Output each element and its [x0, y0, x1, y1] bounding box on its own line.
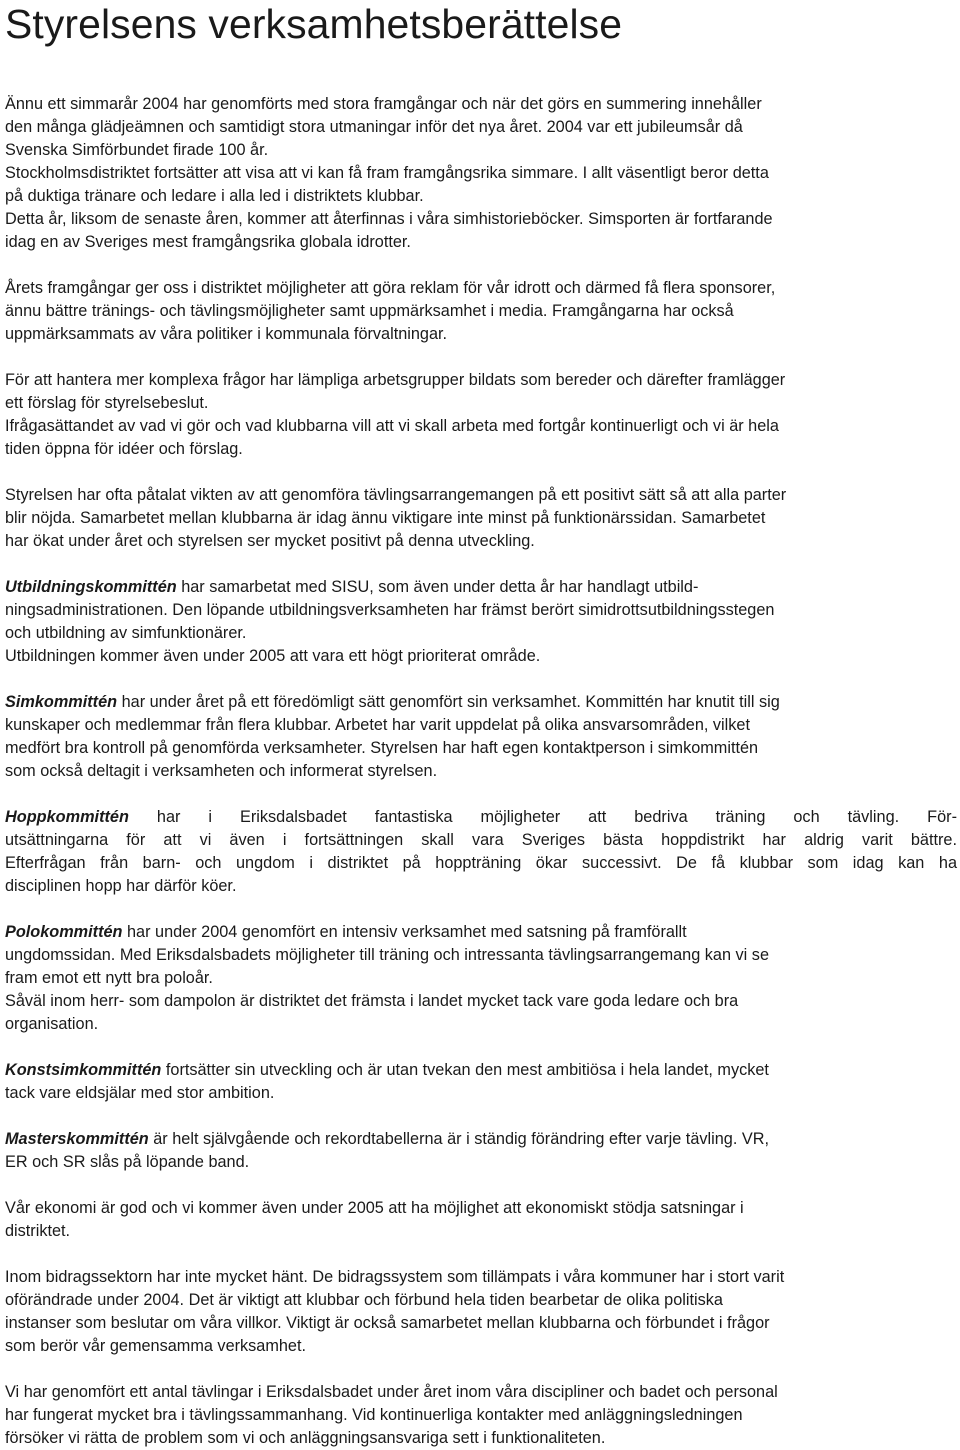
paragraph-economy	[5, 1197, 957, 1243]
text-line: ningsadministrationen. Den löpande utbildningsverksamheten har främst berört simidrottsutbildningsstegen	[5, 601, 775, 619]
text-line: och utbildning av simfunktionärer.	[5, 624, 247, 642]
committee-name: Hoppkommittén	[5, 808, 129, 826]
text-line: Utbildningen kommer även under 2005 att vara ett högt prioriterat område.	[5, 647, 541, 665]
text-line: Ännu ett simmarår 2004 har genomförts med stora framgångar och när det görs en summering innehåller	[5, 95, 762, 113]
text-line: ett förslag för styrelsebeslut.	[5, 394, 209, 412]
committee-name: Masterskommittén	[5, 1130, 149, 1148]
text-line	[5, 691, 957, 714]
text-line: har ökat under året och styrelsen ser mycket positivt på denna utveckling.	[5, 532, 535, 550]
paragraph-workgroups	[5, 369, 957, 461]
text-line	[5, 921, 957, 944]
committee-name: Konstsimkommittén	[5, 1061, 162, 1079]
text-line: Vi har genomfört ett antal tävlingar i Eriksdalsbadet under året inom våra discipliner och badet och personal	[5, 1383, 778, 1401]
text-line: ungdomssidan. Med Eriksdalsbadets möjligheter till träning och intressanta tävlingsarrangemang kan vi se	[5, 946, 769, 964]
paragraph-swim-committee	[5, 691, 957, 783]
text-line: Ifrågasättandet av vad vi gör och vad klubbarna vill att vi skall arbeta med fortgår kontinuerligt och vi är hela	[5, 417, 779, 435]
text-line	[5, 576, 957, 599]
document-body	[5, 93, 957, 1450]
text-line: blir nöjda. Samarbetet mellan klubbarna är idag ännu viktigare inte minst på funktionärssidan. Samarbetet	[5, 509, 766, 527]
text-line	[5, 1128, 957, 1151]
text-line: medfört bra kontroll på genomförda verksamheter. Styrelsen har haft egen kontaktperson i simkommittén	[5, 739, 759, 757]
text-line: Detta år, liksom de senaste åren, kommer att återfinnas i våra simhistorieböcker. Simsporten är fortfarande	[5, 210, 773, 228]
text-line: Styrelsen har ofta påtalat vikten av att genomföra tävlingsarrangemangen på ett positivt sätt så att alla parter	[5, 486, 787, 504]
text-line: Svenska Simförbundet firade 100 år.	[5, 141, 269, 159]
text-line: Stockholmsdistriktet fortsätter att visa att vi kan få fram framgångsrika simmare. I allt väsentligt beror detta	[5, 164, 769, 182]
text-line: fram emot ett nytt bra poloår.	[5, 969, 213, 987]
text-line: Såväl inom herr- som dampolon är distriktet det främsta i landet mycket tack vare goda ledare och bra	[5, 992, 739, 1010]
text-line: på duktiga tränare och ledare i alla led i distriktets klubbar.	[5, 187, 424, 205]
paragraph-synchro-committee	[5, 1059, 957, 1105]
text-line: instanser som beslutar om våra villkor. Viktigt är också samarbetet mellan klubbarna och förbundet i frågor	[5, 1314, 770, 1332]
committee-name: Polokommittén	[5, 923, 123, 941]
text-line: som berör vår gemensamma verksamhet.	[5, 1337, 307, 1355]
text-fragment: fortsätter sin utveckling och är utan tvekan den mest ambitiösa i hela landet, mycket	[161, 1061, 769, 1079]
text-line: Vår ekonomi är god och vi kommer även under 2005 att ha möjlighet att ekonomiskt stödja satsningar i	[5, 1199, 744, 1217]
text-line: Inom bidragssektorn har inte mycket hänt. De bidragssystem som tillämpats i våra kommuner har i stort varit	[5, 1268, 785, 1286]
paragraph-masters-committee	[5, 1128, 957, 1174]
text-line: distriktet.	[5, 1222, 71, 1240]
text-line: försöker vi rätta de problem som vi och anläggningsansvariga sett i funktionaliteten.	[5, 1429, 606, 1447]
text-fragment: har under 2004 genomfört en intensiv verksamhet med satsning på framförallt	[122, 923, 687, 941]
text-line: organisation.	[5, 1015, 99, 1033]
text-line: Årets framgångar ger oss i distriktet möjligheter att göra reklam för vår idrott och därmed få flera sponsorer,	[5, 279, 776, 297]
paragraph-grants	[5, 1266, 957, 1358]
page-title: Styrelsens verksamhetsberättelse	[5, 1, 623, 47]
committee-name: Utbildningskommittén	[5, 578, 177, 596]
text-line: oförändrade under 2004. Det är viktigt att klubbar och förbund hela tiden bearbetar de olika politiska	[5, 1291, 723, 1309]
text-fragment: har samarbetat med SISU, som även under detta år har handlagt utbild-	[176, 578, 699, 596]
text-line: ännu bättre tränings- och tävlingsmöjligheter samt uppmärksamhet i media. Framgångarna har också	[5, 302, 734, 320]
text-line: tiden öppna för idéer och förslag.	[5, 440, 243, 458]
paragraph-intro	[5, 93, 957, 254]
paragraph-diving-committee	[5, 806, 957, 898]
text-line: disciplinen hopp har därför köer.	[5, 877, 237, 895]
text-line	[5, 1059, 957, 1082]
text-line: uppmärksammats av våra politiker i kommunala förvaltningar.	[5, 325, 448, 343]
text-fragment: är helt självgående och rekordtabellerna är i ständig förändring efter varje tävling. VR,	[148, 1130, 769, 1148]
paragraph-success	[5, 277, 957, 346]
text-line: kunskaper och medlemmar från flera klubbar. Arbetet har varit uppdelat på olika ansvarsområden, vilket	[5, 716, 750, 734]
text-line: har fungerat mycket bra i tävlingssammanhang. Vid kontinuerliga kontakter med anläggningsledningen	[5, 1406, 743, 1424]
text-line: tack vare eldsjälar med stor ambition.	[5, 1084, 275, 1102]
text-line: utsättningarna för att vi även i fortsättningen skall vara Sveriges bästa hoppdistrikt har aldrig varit bättre.	[5, 831, 957, 849]
text-fragment: har i Eriksdalsbadet fantastiska möjligheter att bedriva träning och tävling. För-	[128, 808, 957, 826]
document-page	[5, 0, 957, 1447]
paragraph-competitions	[5, 484, 957, 553]
text-fragment: har under året på ett föredömligt sätt genomfört sin verksamhet. Kommittén har knutit till sig	[117, 693, 780, 711]
text-line: som också deltagit i verksamheten och informerat styrelsen.	[5, 762, 438, 780]
paragraph-events	[5, 1381, 957, 1450]
text-line	[5, 806, 957, 829]
paragraph-polo-committee	[5, 921, 957, 1036]
text-line: Efterfrågan från barn- och ungdom i distriktet på hoppträning ökar successivt. De få klubbar som idag kan ha	[5, 854, 957, 872]
text-line: idag en av Sveriges mest framgångsrika globala idrotter.	[5, 233, 411, 251]
text-line: För att hantera mer komplexa frågor har lämpliga arbetsgrupper bildats som bereder och därefter framlägger	[5, 371, 786, 389]
text-line: ER och SR slås på löpande band.	[5, 1153, 250, 1171]
paragraph-education-committee	[5, 576, 957, 668]
committee-name: Simkommittén	[5, 693, 118, 711]
text-line: den många glädjeämnen och samtidigt stora utmaningar inför det nya året. 2004 var ett jubileumsår då	[5, 118, 743, 136]
